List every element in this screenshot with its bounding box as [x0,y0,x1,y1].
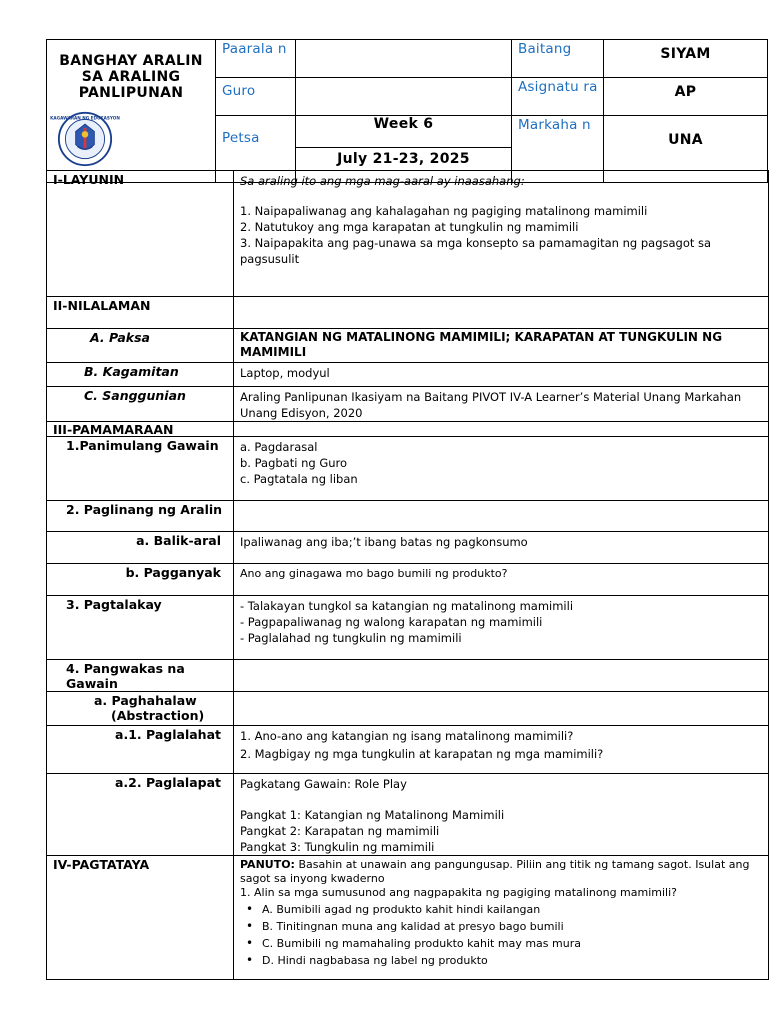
markahan-value: UNA [604,116,768,183]
balik-aral-value: Ipaliwanag ang iba;’t ibang batas ng pagkonsumo [234,532,769,564]
kagamitan-label: B. Kagamitan [47,363,234,387]
panimula-item: a. Pagdarasal [240,440,318,454]
paglalapat-group: Pangkat 3: Tungkulin ng mamimili [240,840,435,854]
panimula-item: b. Pagbati ng Guro [240,456,348,470]
paglalahat-row [47,726,769,774]
pagtalakay-label: 3. Pagtalakay [47,596,234,660]
nilalaman-row [47,297,769,329]
sanggunian-value: Araling Panlipunan Ikasiyam na Baitang PIVOT IV-A Learner’s Material Unang Markahan Unang Edisyon, 2020 [234,387,769,422]
paksa-row [47,329,769,363]
pagtataya-row [47,856,769,980]
layunin-content [234,171,769,297]
pagganyak-label: b. Pagganyak [47,564,234,596]
paglalahat-content [234,726,769,774]
panuto-instructions: Basahin at unawain ang pangungusap. Piliin ang titik ng tamang sagot. Isulat ang sagot sa inyong kwaderno [240,858,750,885]
paghahalaw-subtitle: (Abstraction) [111,708,205,723]
deped-seal-icon [50,111,120,167]
paksa-label: A. Paksa [47,329,234,363]
kagamitan-row [47,363,769,387]
pagtalakay-item: - Pagpapaliwanag ng walong karapatan ng mamimili [240,615,543,629]
paghahalaw-label [47,692,234,726]
paglalapat-title: Pagkatang Gawain: Role Play [240,777,407,791]
pagtalakay-content [234,596,769,660]
paglalapat-content [234,774,769,856]
paglalapat-row [47,774,769,856]
seal-text: KAGAWARAN NG EDUKASYON [50,115,120,121]
pagtataya-label: IV-PAGTATAYA [47,856,234,980]
panimula-item: c. Pagtatala ng liban [240,472,358,486]
paghahalaw-title: a. Paghahalaw [94,693,197,708]
layunin-intro: Sa araling ito ang mga mag-aaral ay inaasahang: [240,174,525,188]
guro-label: Guro [216,78,296,116]
guro-field [296,78,512,116]
baitang-label: Baitang [512,40,604,78]
panimula-label: 1.Panimulang Gawain [47,437,234,501]
petsa-label: Petsa [216,116,296,183]
panuto-text [240,858,760,886]
panimula-content [234,437,769,501]
pagganyak-row [47,564,769,596]
lesson-plan-table [46,170,769,980]
quiz-question: 1. Alin sa mga sumusunod ang nagpapakita ng pagiging matalinong mamimili? [240,886,678,899]
paksa-value: KATANGIAN NG MATALINONG MAMIMILI; KARAPATAN AT TUNGKULIN NG MAMIMILI [234,329,769,363]
pagtalakay-row [47,596,769,660]
markahan-label: Markaha n [512,116,604,183]
pagganyak-value: Ano ang ginagawa mo bago bumili ng produkto? [234,564,769,596]
paglalahat-item: 1. Ano-ano ang katangian ng isang matalinong mamimili? [240,729,574,743]
panimula-row [47,437,769,501]
layunin-label: I-LAYUNIN [47,171,234,297]
baitang-value: SIYAM [604,40,768,78]
pamamaraan-row [47,422,769,437]
date-value: July 21-23, 2025 [296,148,512,183]
objective-item: 2. Natutukoy ang mga karapatan at tungkulin ng mamimili [240,220,579,234]
pangwakas-row [47,660,769,692]
choice-item: • D. Hindi nagbabasa ng label ng produkto [240,952,760,969]
pagtalakay-item: - Paglalahad ng tungkulin ng mamimili [240,631,462,645]
sanggunian-label: C. Sanggunian [47,387,234,422]
lesson-plan-title: BANGHAY ARALIN SA ARALING PANLIPUNAN [59,53,203,101]
paghahalaw-row [47,692,769,726]
choice-item: • A. Bumibili agad ng produkto kahit hindi kailangan [240,901,760,918]
paglalapat-group: Pangkat 1: Katangian ng Matalinong Mamimili [240,808,505,822]
balik-aral-label: a. Balik-aral [47,532,234,564]
sanggunian-row [47,387,769,422]
pagtataya-content [234,856,769,980]
pagtalakay-item: - Talakayan tungkol sa katangian ng matalinong mamimili [240,599,574,613]
paglinang-label: 2. Paglinang ng Aralin [47,501,234,532]
layunin-row [47,171,769,297]
paaralan-field [296,40,512,78]
week-value: Week 6 [296,116,512,148]
nilalaman-label: II-NILALAMAN [47,297,234,329]
title-cell [47,40,216,183]
kagamitan-value: Laptop, modyul [234,363,769,387]
paglalapat-label: a.2. Paglalapat [47,774,234,856]
pamamaraan-label: III-PAMAMARAAN [47,422,234,437]
paglalahat-item: 2. Magbigay ng mga tungkulin at karapatan ng mga mamimili? [240,747,604,761]
asignatura-value: AP [604,78,768,116]
paglalahat-label: a.1. Paglalahat [47,726,234,774]
paaralan-label: Paarala n [216,40,296,78]
paglinang-row [47,501,769,532]
choice-item: • C. Bumibili ng mamahaling produkto kahit may mas mura [240,935,760,952]
paglalapat-group: Pangkat 2: Karapatan ng mamimili [240,824,440,838]
header-table [46,39,768,183]
asignatura-label: Asignatu ra [512,78,604,116]
balik-aral-row [47,532,769,564]
objective-item: 1. Naipapaliwanag ang kahalagahan ng pagiging matalinong mamimili [240,204,648,218]
choice-item: • B. Tinitingnan muna ang kalidad at presyo bago bumili [240,918,760,935]
panuto-bold: PANUTO: [240,858,295,871]
pangwakas-label: 4. Pangwakas na Gawain [47,660,234,692]
objective-item: 3. Naipapakita ang pag-unawa sa mga konsepto sa pamamagitan ng pagsagot sa pagsusulit [240,236,712,266]
